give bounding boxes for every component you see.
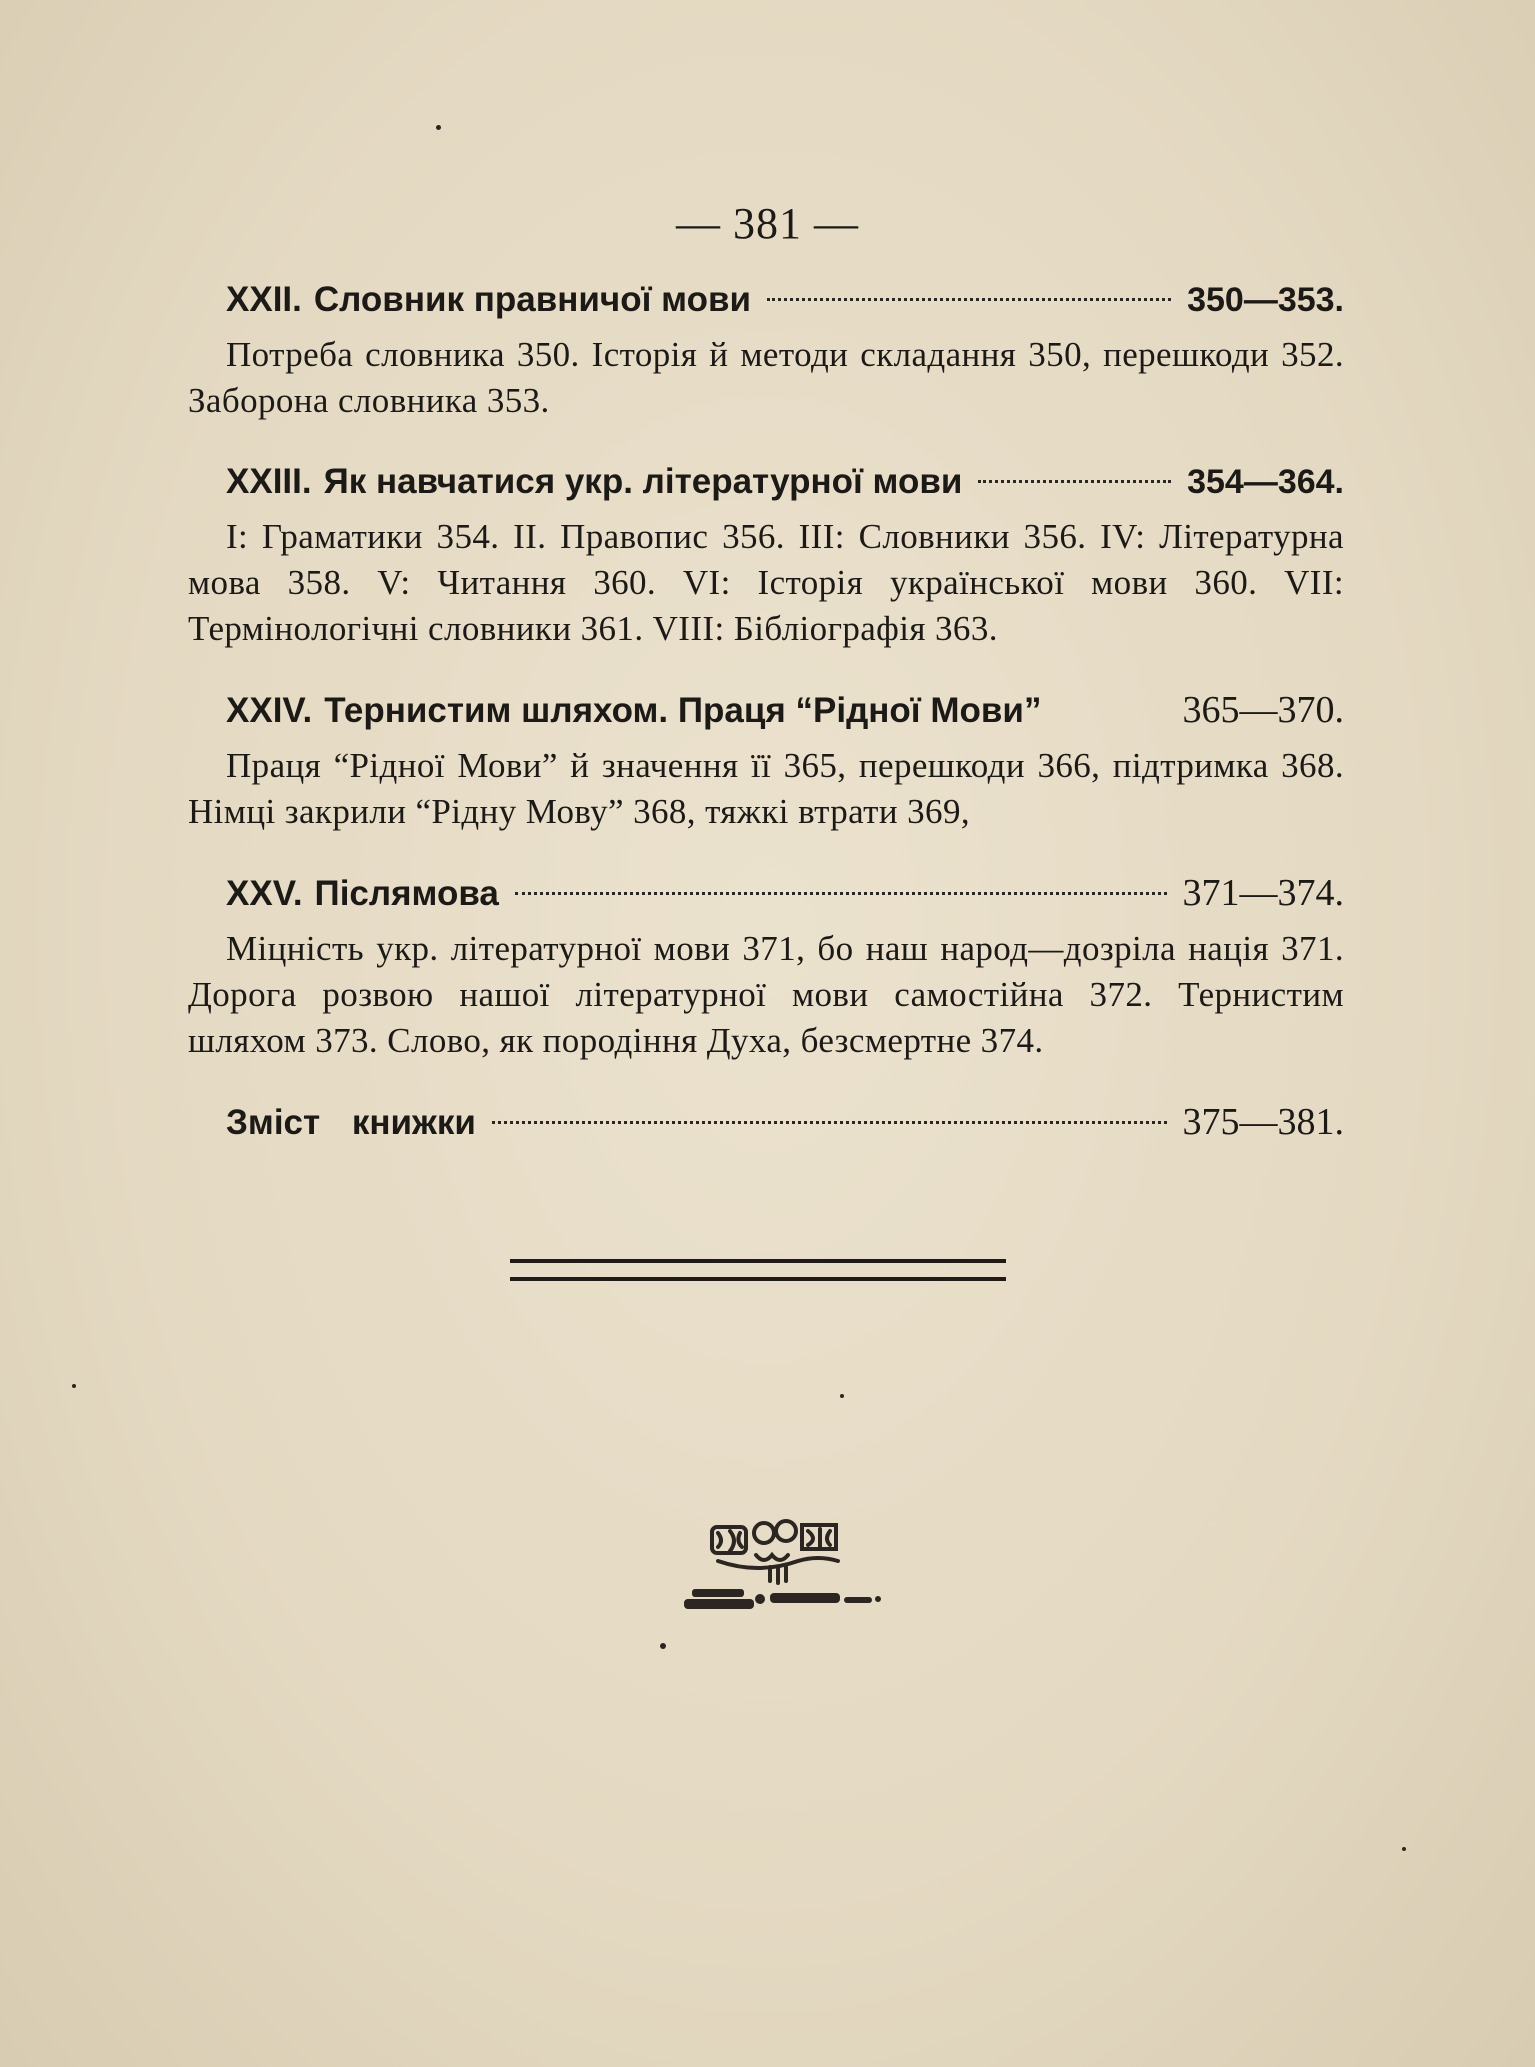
chapter-title: Післямова [314,874,499,913]
chapter-title: Зміст книжки [226,1103,476,1142]
double-rule-divider [510,1259,1006,1281]
page-number: — 381 — [676,199,859,248]
toc-entry-contents [188,1098,1344,1147]
page-range: 375—381. [1182,1101,1344,1143]
page-range: 350—353. [1187,281,1344,319]
paper-speck [1402,1847,1406,1851]
chapter-title: Як навчатися укр. літературної мови [323,462,963,501]
chapter-description: Потреба словника 350. Історія й методи складання 350, перешкоди 352. Заборона словника 353. [188,335,1344,420]
chapter-number: XXV. [226,874,303,913]
table-of-contents [188,276,1344,1147]
toc-entry-heading [188,458,1344,506]
paper-speck [660,1643,666,1649]
chapter-description: Праця “Рідної Мови” й значення її 365, перешкоди 366, підтримка 368. Німці закрили “Рідну Мову” 368, тяжкі втрати 369, [188,746,1344,831]
chapter-number: XXIV. [226,691,313,730]
chapter-description: Міцність укр. літературної мови 371, бо наш народ—дозріла нація 371. Дорога розвою нашої літературної мови самостійна 372. Тернистим шляхом 373. Слово, як породіння Духа, безсмертне 374. [188,929,1344,1060]
leader-dots [515,892,1167,895]
toc-entry-xxv [188,869,1344,1064]
paper-speck [436,125,441,130]
toc-entry-xxiii [188,458,1344,652]
printer-ornament-icon [678,1515,890,1635]
toc-entry-xxii [188,276,1344,424]
chapter-number: XXIII. [226,462,312,501]
chapter-number: XXII. [226,280,302,319]
page-range: 354—364. [1187,463,1344,501]
leader-dots [492,1121,1167,1124]
chapter-description: I: Граматики 354. II. Правопис 356. III: Словники 356. IV: Літературна мова 358. V: Читання 360. VI: Історія української мови 360. VII: Термінологічні словники 361. VIII: Бібліографія 363. [188,517,1344,648]
toc-entry-heading [188,276,1344,324]
chapter-title: Тернистим шляхом. Праця “Рідної Мови” [324,691,1042,730]
toc-entry-heading [188,869,1344,918]
leader-dots [978,480,1171,483]
chapter-title: Словник правничої мови [313,280,751,319]
toc-entry-xxiv [188,686,1344,835]
leader-dots [767,298,1171,301]
paper-speck [840,1394,844,1398]
page-range: 365—370. [1182,689,1344,731]
toc-entry-heading [188,1098,1344,1147]
paper-speck [72,1384,76,1388]
toc-entry-heading [188,686,1344,735]
page-range: 371—374. [1182,872,1344,914]
